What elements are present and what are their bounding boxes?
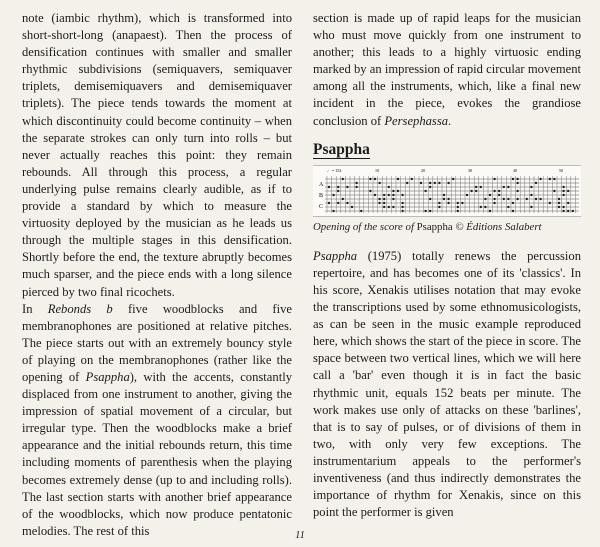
right-paragraph-1 [313,10,581,130]
note-head [438,205,440,207]
note-head [443,193,445,195]
note-head [558,205,560,207]
note-head [424,189,426,191]
note-head [503,185,505,187]
note-head [503,197,505,199]
note-head [346,185,348,187]
score-bar-number: 10 [375,167,379,173]
note-head [401,193,403,195]
bar-lines [327,176,575,213]
note-head [392,193,394,195]
score-marker-a: A [319,181,324,188]
note-head [562,193,564,195]
work-title: Psappha [313,248,358,263]
note-head [452,177,454,179]
note-head [337,189,339,191]
note-head [567,189,569,191]
score-bar-number: 30 [468,167,472,173]
note-head [466,193,468,195]
text-run: ), with the accents, constantly displaced from one instrument to another, giving the impression of spatial movement of a circular, but irregular type. Then the woodblocks make a brief appearance and the initial rebounds return, this time including moments of parenthesis when the playing becomes extremely dense (up to and including rolls). The last section starts with another brief appearance of the woodblocks, which now produce pentatonic melodies. The rest of this [22,369,292,538]
note-head [562,205,564,207]
text-run: In [22,301,48,316]
note-head [498,189,500,191]
note-head [346,201,348,203]
note-head [332,209,334,211]
note-head [438,181,440,183]
text-run: © Éditions Salabert [452,220,542,233]
note-head [484,197,486,199]
note-head [388,193,390,195]
note-head [351,205,353,207]
score-marker-c: C [319,203,324,210]
note-head [447,201,449,203]
note-head [328,201,330,203]
note-head [493,177,495,179]
right-paragraph-2 [313,248,581,522]
note-head [378,197,380,199]
note-head [507,197,509,199]
note-head [516,197,518,199]
note-head [424,209,426,211]
note-head [562,185,564,187]
note-head [369,189,371,191]
note-head [392,197,394,199]
note-head [420,181,422,183]
page-number: 11 [295,530,305,541]
note-head [383,205,385,207]
note-head [549,201,551,203]
note-head [406,181,408,183]
note-head [526,197,528,199]
work-title: Psappha [85,369,130,384]
note-head [562,209,564,211]
text-run: (1975) totally renews the percussion repertoire, and has becomes one of its 'classics'. In his score, Xenakis utilises notation that may evoke the transcriptions used by some ethnomusicologists, as can be seen in the music example reproduced here, which shows the start of the piece in score. The space between two vertical lines, which we will here call a 'bar' even though it is in fact the basic rhythmic unit, equals 152 beats per minute. The work makes use only of attacks on these 'barlines', that is to say of pulses, or of divisions of them in two, with only very few exceptions. The instrumentarium appeals to the performer's inventiveness (and thus indirectly demonstrates the importance of rhythm for Xenakis, since on this point the performer is given [313,248,581,520]
note-head [493,201,495,203]
note-head [535,181,537,183]
note-head [516,181,518,183]
note-head [378,181,380,183]
note-head [535,197,537,199]
note-head [553,177,555,179]
note-head [530,205,532,207]
note-head [374,193,376,195]
note-head [434,181,436,183]
note-head [558,197,560,199]
note-head [489,193,491,195]
note-head [549,177,551,179]
note-head [562,189,564,191]
work-title: Persephassa [384,113,449,128]
note-head [512,201,514,203]
note-head [539,177,541,179]
note-head [383,197,385,199]
note-head [530,185,532,187]
note-head [572,209,574,211]
note-head [493,189,495,191]
left-paragraph-2 [22,301,292,540]
note-head [369,177,371,179]
note-head [457,205,459,207]
text-run: five woodblocks and five membranophones are positioned at relative pitches. The piece starts out with an extremely bouncy style of playing on the membranophones (rather like the opening of [22,301,292,384]
note-head [567,209,569,211]
note-head [397,177,399,179]
note-head [507,185,509,187]
note-head [480,205,482,207]
note-head [498,193,500,195]
note-head [392,189,394,191]
note-head [470,189,472,191]
note-head [342,177,344,179]
note-head [360,209,362,211]
note-head [493,197,495,199]
figure-caption [313,219,581,236]
note-head [558,201,560,203]
note-head [383,193,385,195]
note-head [475,189,477,191]
note-head [438,201,440,203]
note-head [516,177,518,179]
note-head [328,185,330,187]
note-head [553,189,555,191]
note-head [337,201,339,203]
score-bar-number: 40 [513,167,517,173]
work-title: Rebonds b [47,301,113,316]
note-head [457,201,459,203]
note-head [332,193,334,195]
note-head [383,201,385,203]
left-paragraph-1: note (iambic rhythm), which is transformed into short-short-long (anapaest). Then the process of densification continues with smaller and smaller rhythmic subdivisions (semiquavers, semiquaver triplets, demisemiquavers and demisemiquaver triplets). The piece tends towards the moment at which discontinuity could become continuity – when the separate strokes can only turn into rolls – but never actually reaches this point: they remain rebounds. All through this process, a regular underlying pulse remains clearly audible, as if to provide a standard by which to measure the virtuosity deployed by the musician as he leads us through the multiple stages in this densification. Shortly before the end, the texture abruptly becomes much sparser, and the piece ends with a long silence pierced by two final ricochets. [22,11,292,299]
section-heading: Psappha [313,140,370,158]
note-head [374,177,376,179]
score-tempo: ♩ = 152 [327,167,342,173]
note-head [342,197,344,199]
note-head [480,185,482,187]
note-head [397,189,399,191]
note-head [443,197,445,199]
text-run: section is made up of rapid leaps for the musician who must move quickly from one instrument to another; this leads to a highly virtuosic ending marked by an impression of rapid circular movement among all the instruments, which, like a final new incident in the piece, evokes the grandiose conclusion of [313,11,581,128]
note-head [429,209,431,211]
left-column [22,10,292,540]
note-head [489,209,491,211]
note-head [355,181,357,183]
note-head [388,205,390,207]
right-column [313,10,581,521]
note-head [378,201,380,203]
note-head [337,185,339,187]
staff-lines [325,179,579,211]
note-head [429,185,431,187]
score-bar-number: 50 [559,167,563,173]
note-head [475,185,477,187]
note-head [530,193,532,195]
note-head [355,185,357,187]
note-head [401,205,403,207]
note-head [539,197,541,199]
note-head [401,209,403,211]
note-head [512,177,514,179]
score-marker-b: B [319,192,324,199]
note-head [484,205,486,207]
note-head [447,197,449,199]
note-head [461,201,463,203]
note-head [401,201,403,203]
note-head [429,197,431,199]
note-head [567,201,569,203]
note-head [429,181,431,183]
work-title: Psappha [416,220,453,233]
note-head [512,209,514,211]
score-illustration [313,166,581,216]
score-bar-number: 20 [421,167,425,173]
note-head [516,189,518,191]
text-run: . [448,113,452,128]
note-head [507,205,509,207]
note-head [457,209,459,211]
note-head [411,177,413,179]
note-head [392,205,394,207]
score-excerpt-image [313,165,581,217]
note-head [447,181,449,183]
text-run: Opening of the score of [313,220,417,233]
note-head [388,185,390,187]
